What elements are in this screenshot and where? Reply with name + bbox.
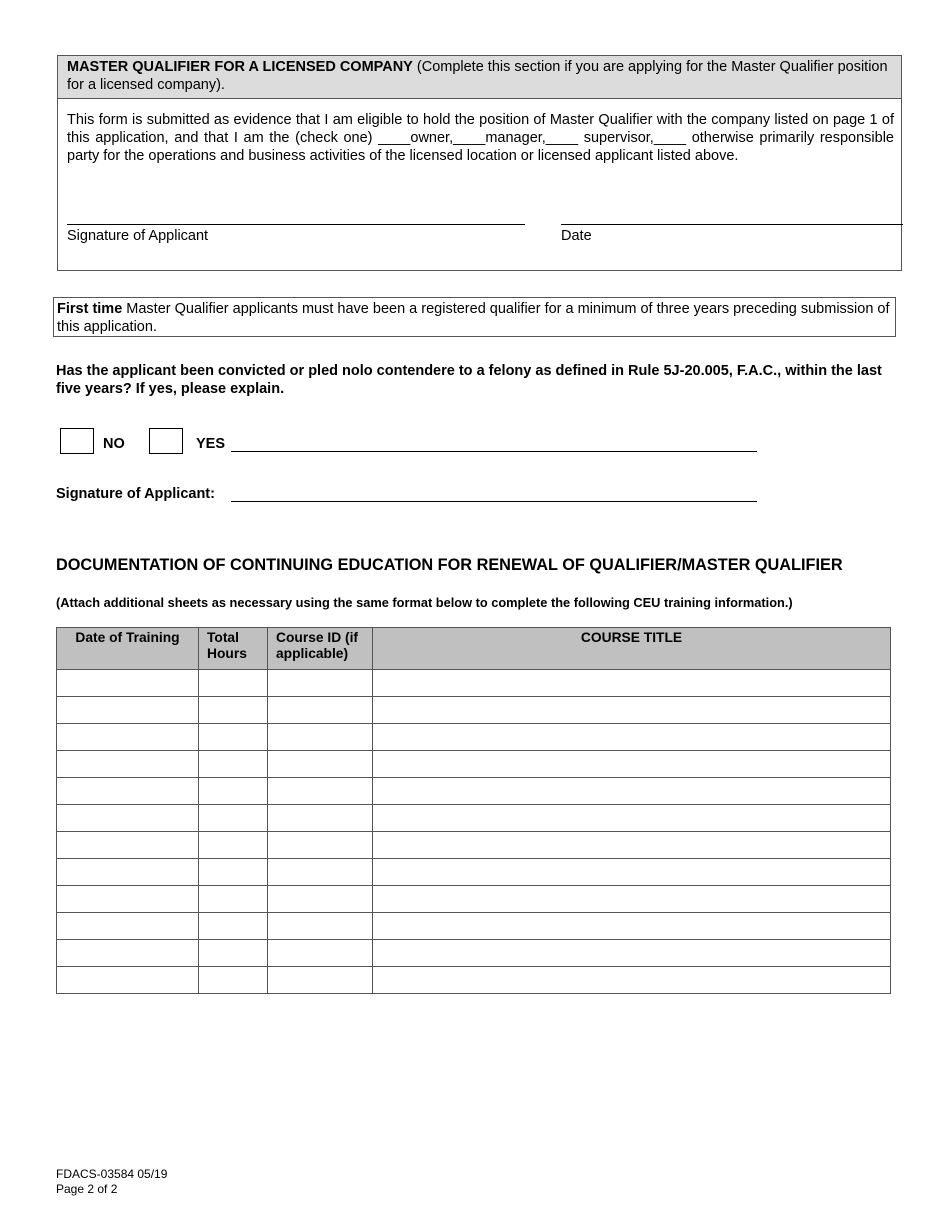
master-qualifier-subtitle: (Complete this section if you are applying for the Master Qualifier position for a licensed company). (67, 59, 888, 93)
date-cell[interactable] (57, 940, 199, 967)
hours-cell[interactable] (199, 724, 268, 751)
table-row (57, 886, 891, 913)
hours-cell[interactable] (199, 859, 268, 886)
date-cell[interactable] (57, 751, 199, 778)
ceu-table (56, 627, 891, 994)
col-course-title: COURSE TITLE (373, 628, 891, 670)
course-id-cell[interactable] (268, 724, 373, 751)
date-cell[interactable] (57, 859, 199, 886)
date-cell[interactable] (57, 724, 199, 751)
course-title-cell[interactable] (373, 913, 891, 940)
first-time-bold: First time (57, 301, 123, 317)
course-title-cell[interactable] (373, 751, 891, 778)
table-row (57, 940, 891, 967)
mq-signature-line[interactable] (67, 224, 525, 225)
mq-signature-label: Signature of Applicant (67, 228, 209, 244)
table-row (57, 778, 891, 805)
ceu-table-body (57, 670, 891, 994)
hours-cell[interactable] (199, 967, 268, 994)
hours-cell[interactable] (199, 778, 268, 805)
felony-yes-checkbox[interactable] (149, 428, 183, 454)
felony-no-label: NO (103, 436, 125, 452)
course-title-cell[interactable] (373, 697, 891, 724)
course-title-cell[interactable] (373, 778, 891, 805)
mq-date-label: Date (561, 228, 592, 244)
course-title-cell[interactable] (373, 724, 891, 751)
course-id-cell[interactable] (268, 697, 373, 724)
hours-cell[interactable] (199, 913, 268, 940)
date-cell[interactable] (57, 886, 199, 913)
course-id-cell[interactable] (268, 940, 373, 967)
course-title-cell[interactable] (373, 940, 891, 967)
hours-cell[interactable] (199, 805, 268, 832)
page-number: Page 2 of 2 (56, 1182, 118, 1196)
hours-cell[interactable] (199, 697, 268, 724)
first-time-notice (53, 297, 896, 337)
table-row (57, 805, 891, 832)
hours-cell[interactable] (199, 886, 268, 913)
course-id-cell[interactable] (268, 913, 373, 940)
felony-no-checkbox[interactable] (60, 428, 94, 454)
form-id: FDACS-03584 05/19 (56, 1167, 168, 1181)
course-id-cell[interactable] (268, 778, 373, 805)
table-row (57, 832, 891, 859)
hours-cell[interactable] (199, 670, 268, 697)
course-title-cell[interactable] (373, 670, 891, 697)
date-cell[interactable] (57, 805, 199, 832)
course-title-cell[interactable] (373, 832, 891, 859)
course-id-cell[interactable] (268, 886, 373, 913)
page-footer (56, 1167, 167, 1197)
course-id-cell[interactable] (268, 967, 373, 994)
date-cell[interactable] (57, 967, 199, 994)
course-id-cell[interactable] (268, 751, 373, 778)
col-course-id: Course ID (if applicable) (268, 628, 373, 670)
ceu-note: (Attach additional sheets as necessary using the same format below to complete the following CEU training information.) (56, 595, 793, 610)
course-title-cell[interactable] (373, 967, 891, 994)
felony-question: Has the applicant been convicted or pled nolo contendere to a felony as defined in Rule 5J-20.005, F.A.C., within the last five years? If yes, please explain. (56, 363, 882, 397)
master-qualifier-title: MASTER QUALIFIER FOR A LICENSED COMPANY (67, 59, 413, 75)
hours-cell[interactable] (199, 940, 268, 967)
course-id-cell[interactable] (268, 805, 373, 832)
ceu-header-row (57, 628, 891, 670)
hours-cell[interactable] (199, 751, 268, 778)
col-date-of-training: Date of Training (57, 628, 199, 670)
felony-signature-label: Signature of Applicant: (56, 486, 215, 502)
table-row (57, 724, 891, 751)
master-qualifier-section (57, 55, 902, 271)
date-cell[interactable] (57, 778, 199, 805)
hours-cell[interactable] (199, 832, 268, 859)
table-row (57, 913, 891, 940)
felony-yes-label: YES (196, 436, 226, 452)
master-qualifier-header (58, 56, 901, 99)
course-title-cell[interactable] (373, 805, 891, 832)
course-title-cell[interactable] (373, 859, 891, 886)
table-row (57, 670, 891, 697)
mq-date-line[interactable] (561, 224, 903, 225)
master-qualifier-statement: This form is submitted as evidence that I am eligible to hold the position of Master Qualifier with the company listed on page 1 of this application, and that I am the (check one) ____owner,____manager,____ supervisor,____ otherwise primarily responsible party for the operations and business activities of the licensed location or licensed applicant listed above. (67, 112, 894, 164)
date-cell[interactable] (57, 913, 199, 940)
date-cell[interactable] (57, 832, 199, 859)
date-cell[interactable] (57, 670, 199, 697)
date-cell[interactable] (57, 697, 199, 724)
first-time-text: Master Qualifier applicants must have been a registered qualifier for a minimum of three years preceding submission of this application. (57, 301, 890, 335)
felony-explain-line[interactable] (231, 451, 757, 452)
felony-signature-line[interactable] (231, 501, 757, 502)
course-id-cell[interactable] (268, 670, 373, 697)
col-total-hours: Total Hours (199, 628, 268, 670)
table-row (57, 967, 891, 994)
table-row (57, 859, 891, 886)
ceu-title: DOCUMENTATION OF CONTINUING EDUCATION FOR RENEWAL OF QUALIFIER/MASTER QUALIFIER (56, 556, 843, 574)
course-title-cell[interactable] (373, 886, 891, 913)
table-row (57, 697, 891, 724)
course-id-cell[interactable] (268, 859, 373, 886)
course-id-cell[interactable] (268, 832, 373, 859)
table-row (57, 751, 891, 778)
